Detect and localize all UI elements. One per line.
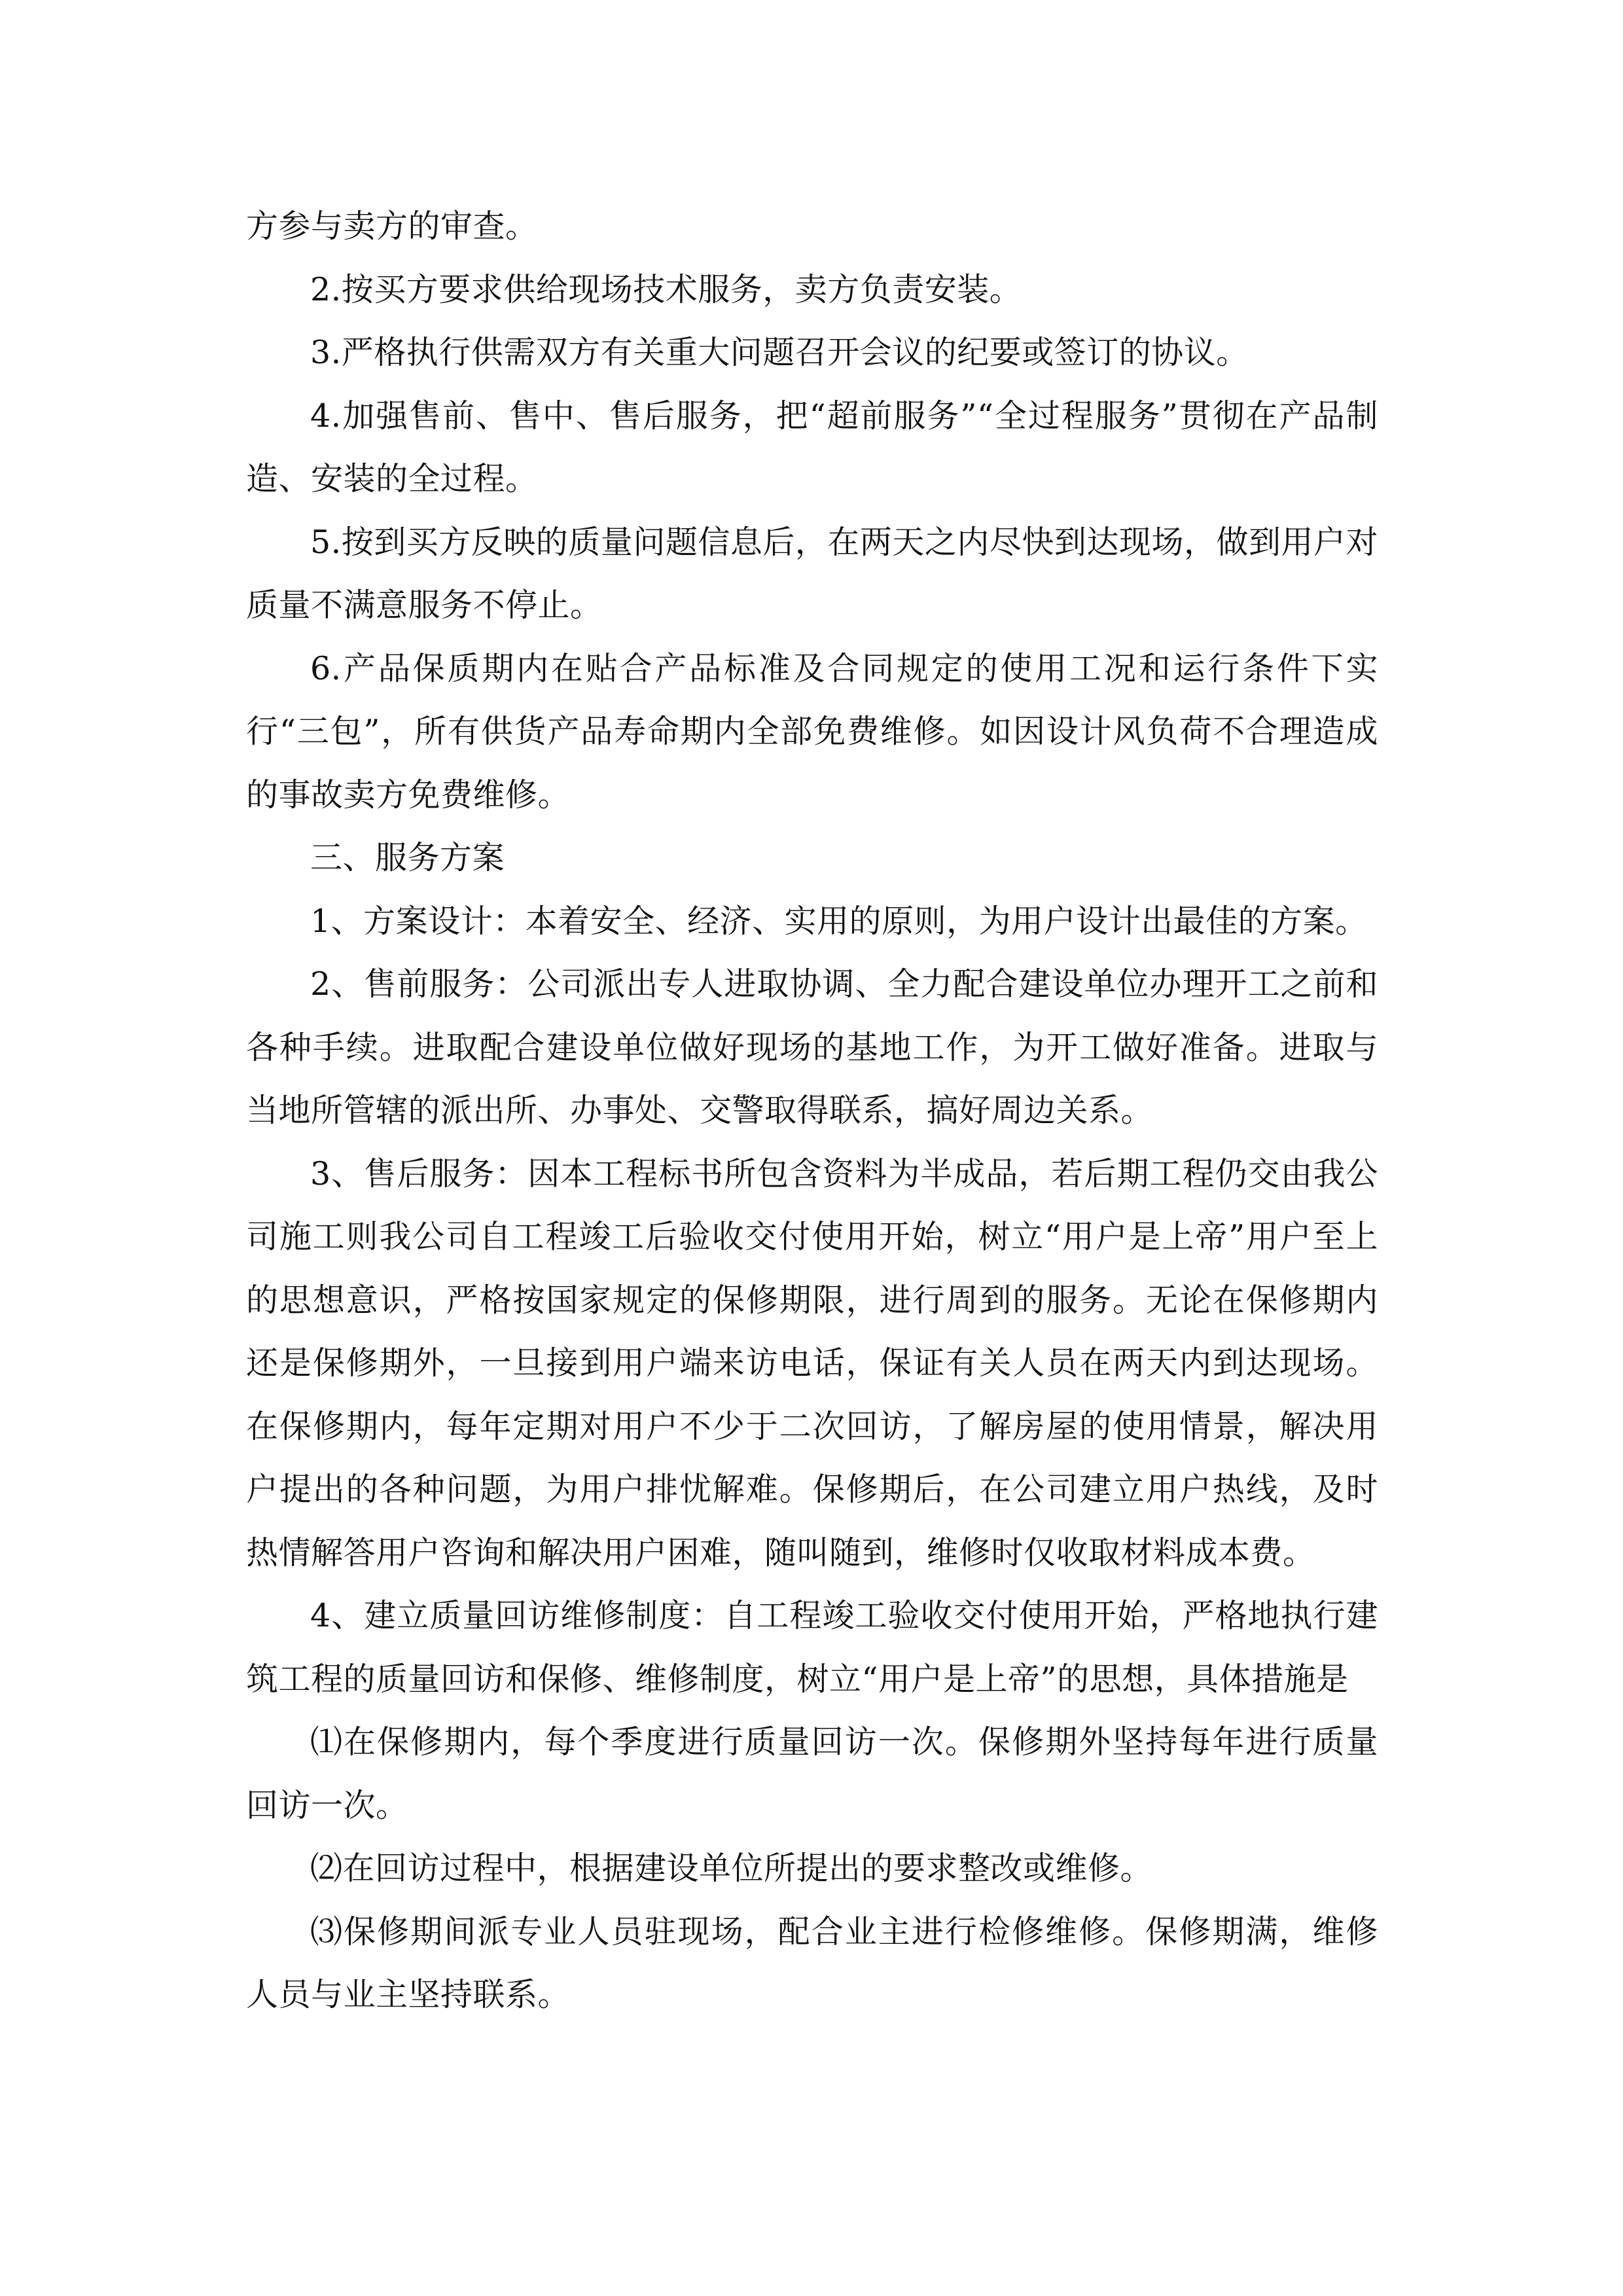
paragraph-pre-sale-service: 2、售前服务：公司派出专人进取协调、全力配合建设单位办理开工之前和各种手续。进取配合建设单位做好现场的基地工作，为开工做好准备。进取与当地所管辖的派出所、办事处、交警取得联系，搞好周边关系。	[246, 965, 1378, 1129]
paragraph-continuation: 方参与卖方的审查。	[246, 207, 538, 245]
section-heading-service-plan: 三、服务方案	[310, 839, 505, 876]
paragraph-after-sale-service: 3、售后服务：因本工程标书所包含资料为半成品，若后期工程仍交由我公司施工则我公司自工程竣工后验收交付使用开始，树立“用户是上帝”用户至上的思想意识，严格按国家规定的保修期限，进行周到的服务。无论在保修期内还是保修期外，一旦接到用户端来访电话，保证有关人员在两天内到达现场。在保修期内，每年定期对用户不少于二次回访，了解房屋的使用情景，解决用户提出的各种问题，为用户排忧解难。保修期后，在公司建立用户热线，及时热情解答用户咨询和解决用户困难，随叫随到，维修时仅收取材料成本费。	[246, 1155, 1378, 1571]
document-body	[246, 195, 1378, 2027]
paragraph-item-4: 4.加强售前、售中、售后服务，把“超前服务”“全过程服务”贯彻在产品制造、安装的全过程。	[246, 397, 1378, 497]
paragraph-measure-3: ⑶保修期间派专业人员驻现场，配合业主进行检修维修。保修期满，维修人员与业主坚持联系。	[246, 1912, 1378, 2013]
paragraph-measure-2: ⑵在回访过程中，根据建设单位所提出的要求整改或维修。	[310, 1850, 1153, 1887]
paragraph-item-3: 3.严格执行供需双方有关重大问题召开会议的纪要或签订的协议。	[310, 334, 1249, 371]
paragraph-measure-1: ⑴在保修期内，每个季度进行质量回访一次。保修期外坚持每年进行质量回访一次。	[246, 1723, 1378, 1824]
paragraph-item-5: 5.按到买方反映的质量问题信息后，在两天之内尽快到达现场，做到用户对质量不满意服务不停止。	[246, 523, 1378, 624]
paragraph-plan-design: 1、方案设计：本着安全、经济、实用的原则，为用户设计出最佳的方案。	[310, 902, 1368, 940]
paragraph-item-6: 6.产品保质期内在贴合产品标准及合同规定的使用工况和运行条件下实行“三包”，所有供货产品寿命期内全部免费维修。如因设计风负荷不合理造成的事故卖方免费维修。	[246, 649, 1378, 814]
paragraph-item-2: 2.按买方要求供给现场技术服务，卖方负责安装。	[310, 270, 1022, 308]
paragraph-quality-revisit-system: 4、建立质量回访维修制度：自工程竣工验收交付使用开始，严格地执行建筑工程的质量回访和保修、维修制度，树立“用户是上帝”的思想，具体措施是	[246, 1597, 1378, 1698]
